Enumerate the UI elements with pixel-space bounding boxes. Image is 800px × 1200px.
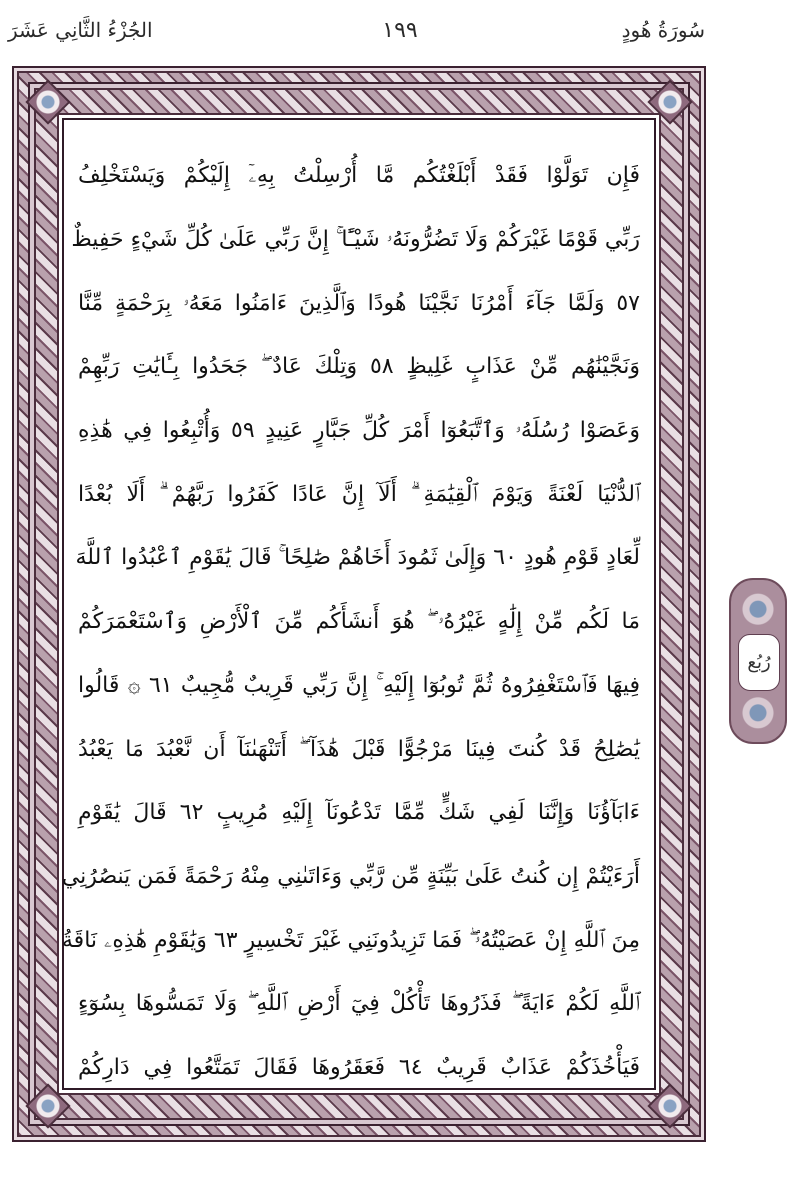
verse-line: رَبِّي قَوْمًا غَيْرَكُمْ وَلَا تَضُرُّونَهُۥ شَيْـًٔا ۚ إِنَّ رَبِّي عَلَىٰ كُلِّ شَيْءٍ حَفِيظٌ [71,227,640,253]
verse-line: فِيهَا فَٱسْتَغْفِرُوهُ ثُمَّ تُوبُوٓا إِلَيْهِ ۚ إِنَّ رَبِّي قَرِيبٌ مُّجِيبٌ ٦١ ۞ قَالُوا [78,672,640,698]
juz-name-header: الجُزْءُ الثَّانِي عَشَرَ [8,18,153,42]
verse-line: فَيَأْخُذَكُمْ عَذَابٌ قَرِيبٌ ٦٤ فَعَقَرُوهَا فَقَالَ تَمَتَّعُوا فِي دَارِكُمْ [78,1054,640,1080]
ornamental-page-frame [12,66,706,1142]
verse-line: مِنَ ٱللَّهِ إِنْ عَصَيْتُهُۥ ۖ فَمَا تَزِيدُونَنِي غَيْرَ تَخْسِيرٍ ٦٣ وَيَٰقَوْمِ هَٰذِهِۦ نَاقَةُ [61,927,640,953]
verse-line: ءَابَآؤُنَا وَإِنَّنَا لَفِي شَكٍّ مِّمَّا تَدْعُونَآ إِلَيْهِ مُرِيبٍ ٦٢ قَالَ يَٰقَوْمِ [78,800,640,826]
verse-line: وَعَصَوْا رُسُلَهُۥ وَٱتَّبَعُوٓا أَمْرَ كُلِّ جَبَّارٍ عَنِيدٍ ٥٩ وَأُتْبِعُوا فِي هَٰذِهِ [78,418,640,444]
verse-line: لِّعَادٍ قَوْمِ هُودٍ ٦٠ وَإِلَىٰ ثَمُودَ أَخَاهُمْ صَٰلِحًا ۚ قَالَ يَٰقَوْمِ ٱعْبُدُوا ٱللَّهَ [75,545,640,571]
verse-line: وَنَجَّيْنَٰهُم مِّنْ عَذَابٍ غَلِيظٍ ٥٨ وَتِلْكَ عَادٌ ۖ جَحَدُوا بِـَٔايَٰتِ رَبِّهِمْ [78,354,640,380]
verse-line: فَإِن تَوَلَّوْا فَقَدْ أَبْلَغْتُكُم مَّا أُرْسِلْتُ بِهِۦٓ إِلَيْكُمْ وَيَسْتَخْلِفُ [78,163,640,189]
surah-name-header: سُورَةُ هُودٍ [621,18,705,42]
verse-line: ٥٧ وَلَمَّا جَآءَ أَمْرُنَا نَجَّيْنَا هُودًا وَٱلَّذِينَ ءَامَنُوا مَعَهُۥ بِرَحْمَةٍ مِّنَّا [78,290,640,316]
rub-label: رُبُع [738,634,780,691]
rub-marker-ornament [729,578,787,744]
quran-text-panel [62,118,656,1090]
verse-line: يَٰصَٰلِحُ قَدْ كُنتَ فِينَا مَرْجُوًّا قَبْلَ هَٰذَآ ۖ أَتَنْهَىٰنَآ أَن نَّعْبُدَ مَا يَعْبُدُ [78,736,640,762]
page-number: ١٩٩ [382,18,418,43]
verse-line: ٱلدُّنْيَا لَعْنَةً وَيَوْمَ ٱلْقِيَٰمَةِ ۗ أَلَآ إِنَّ عَادًا كَفَرُوا رَبَّهُمْ ۗ أَلَا بُعْدًا [78,481,640,507]
verse-line: مَا لَكُم مِّنْ إِلَٰهٍ غَيْرُهُۥ ۖ هُوَ أَنشَأَكُم مِّنَ ٱلْأَرْضِ وَٱسْتَعْمَرَكُمْ [78,609,640,635]
verse-line: ٱللَّهِ لَكُمْ ءَايَةً ۖ فَذَرُوهَا تَأْكُلْ فِيٓ أَرْضِ ٱللَّهِ ۖ وَلَا تَمَسُّوهَا بِسُوٓءٍ [78,991,640,1017]
verse-line: أَرَءَيْتُمْ إِن كُنتُ عَلَىٰ بَيِّنَةٍ مِّن رَّبِّي وَءَاتَىٰنِي مِنْهُ رَحْمَةً فَمَن يَنصُرُنِي [61,863,640,889]
